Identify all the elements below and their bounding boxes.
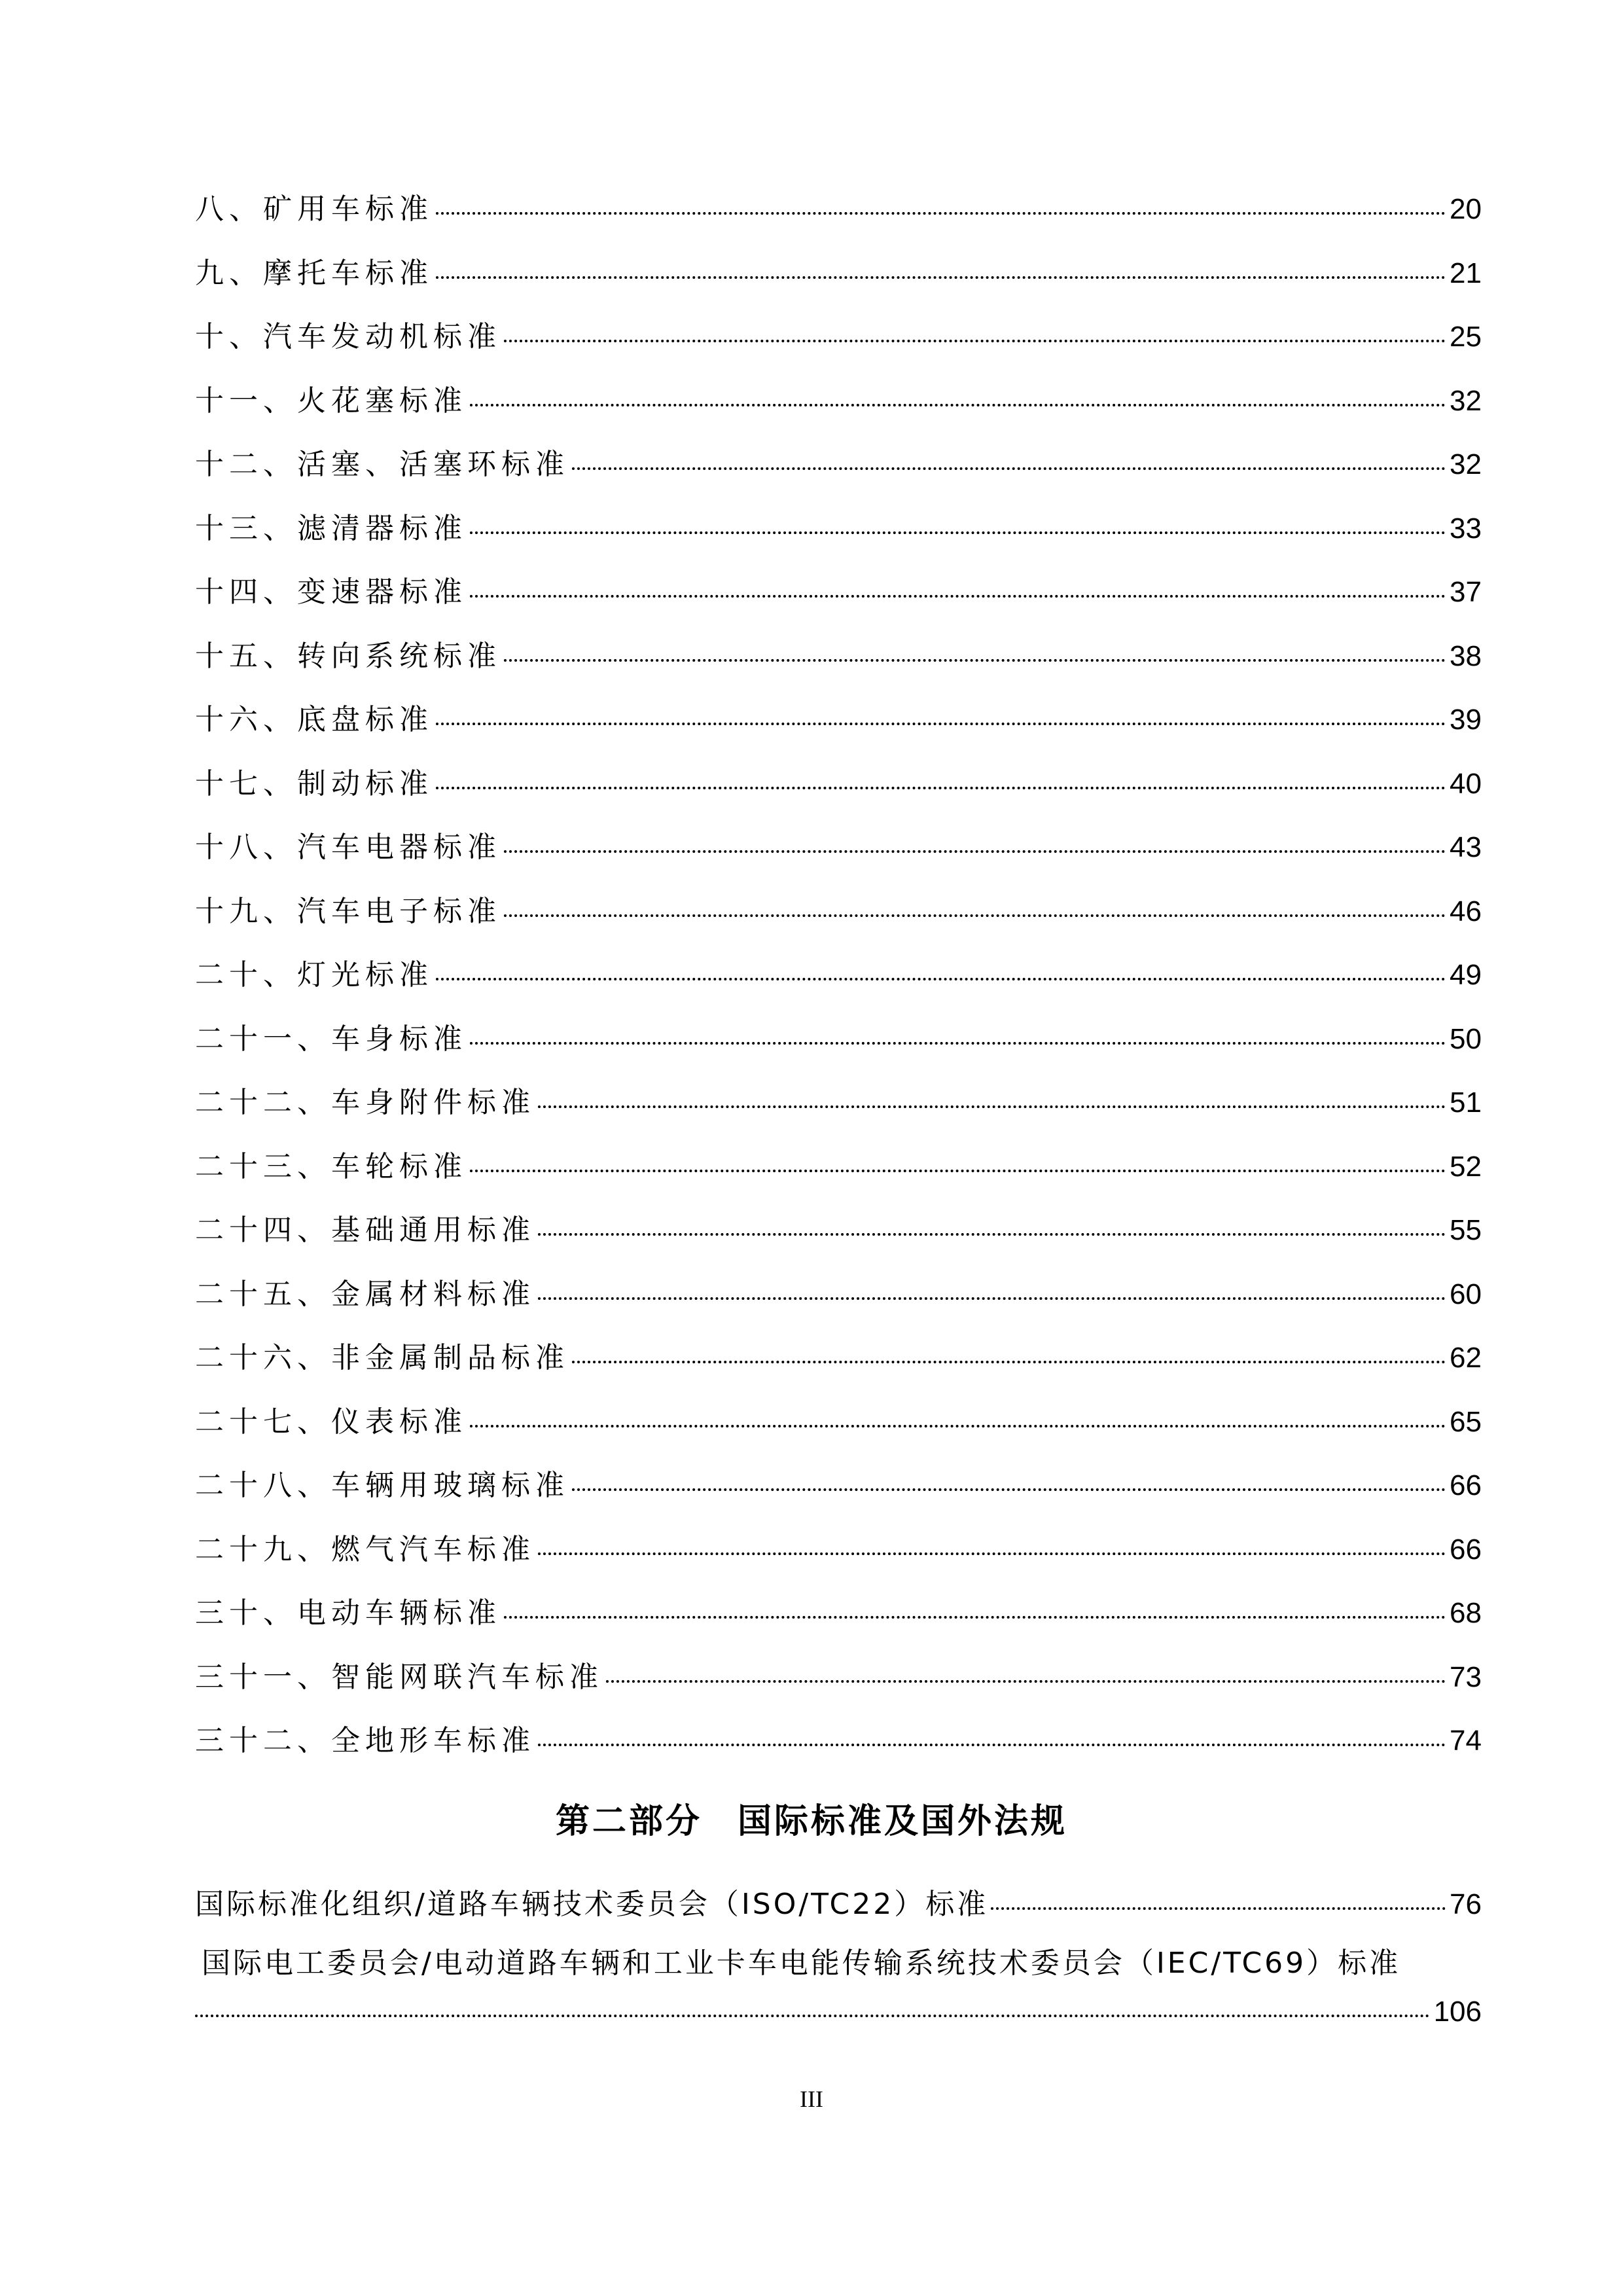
leader-dots	[572, 1361, 1446, 1363]
toc-entry-page: 60	[1450, 1278, 1482, 1310]
toc-entry-page: 37	[1450, 576, 1482, 608]
toc-entry-page: 43	[1450, 831, 1482, 863]
toc-entry[interactable]	[195, 1147, 1482, 1211]
toc-entry[interactable]	[195, 1403, 1482, 1467]
leader-dots	[504, 340, 1446, 342]
leader-dots	[436, 787, 1446, 789]
toc-entry[interactable]	[195, 700, 1482, 764]
toc-entry-page: 74	[1450, 1725, 1482, 1757]
leader-dots	[991, 1907, 1446, 1910]
toc-entry[interactable]	[195, 637, 1482, 701]
part-two-title: 国际标准及国外法规	[738, 1802, 1068, 1841]
toc-entry-title: 二十七、仪表标准	[195, 1405, 467, 1439]
toc-entry-title: 二十九、燃气汽车标准	[195, 1532, 535, 1566]
toc-entry-title: 三十一、智能网联汽车标准	[195, 1660, 603, 1694]
toc-entry-page: 51	[1450, 1086, 1482, 1119]
toc-entry-page: 32	[1450, 448, 1482, 480]
toc-entry-title: 九、摩托车标准	[195, 256, 433, 290]
part-two-heading	[0, 1793, 1623, 1842]
toc-entry-title: 十、汽车发动机标准	[195, 320, 501, 353]
toc-entry[interactable]	[195, 1721, 1482, 1785]
toc-entry-page: 73	[1450, 1660, 1482, 1693]
leader-dots	[572, 467, 1446, 470]
leader-dots	[436, 212, 1446, 215]
leader-dots	[436, 723, 1446, 725]
toc-entry-page: 66	[1450, 1469, 1482, 1501]
toc-entry-page: 68	[1450, 1597, 1482, 1629]
toc-entry-page: 55	[1450, 1214, 1482, 1246]
toc-entry-title: 十五、转向系统标准	[195, 639, 501, 673]
toc-entry-page: 65	[1450, 1405, 1482, 1438]
toc-entry-page: 62	[1450, 1342, 1482, 1374]
toc-entry[interactable]	[195, 254, 1482, 318]
leader-dots	[195, 2015, 1430, 2017]
toc-entry-page: 66	[1450, 1533, 1482, 1566]
toc-entry-iso-tc22[interactable]	[195, 1885, 1482, 1944]
toc-entry[interactable]	[195, 317, 1482, 382]
toc-entry-title: 二十六、非金属制品标准	[195, 1341, 569, 1374]
leader-dots	[504, 850, 1446, 853]
page-number-footer: III	[800, 2086, 823, 2112]
toc-entry-title: 国际标准化组织/道路车辆技术委员会（ISO/TC22）标准	[195, 1888, 989, 1921]
toc-entry-title: 国际电工委员会/电动道路车辆和工业卡车电能传输系统技术委员会（IEC/TC69）标准	[202, 1946, 1401, 1980]
toc-entry[interactable]	[195, 828, 1482, 892]
toc-entry[interactable]	[195, 1338, 1482, 1403]
toc-entry[interactable]	[195, 892, 1482, 956]
toc-entry-page: 39	[1450, 704, 1482, 736]
toc-entry[interactable]	[195, 1594, 1482, 1658]
toc-entry[interactable]	[195, 509, 1482, 573]
toc-entry-page: 50	[1450, 1022, 1482, 1055]
toc-entry-title: 十一、火花塞标准	[195, 384, 467, 418]
toc-entry-page: 52	[1450, 1150, 1482, 1183]
toc-entry-title: 二十、灯光标准	[195, 958, 433, 992]
leader-dots	[572, 1488, 1446, 1491]
toc-entry[interactable]	[195, 1211, 1482, 1275]
toc-entry-title: 八、矿用车标准	[195, 192, 433, 226]
toc-entry-title: 十九、汽车电子标准	[195, 894, 501, 928]
toc-entry-page: 21	[1450, 257, 1482, 289]
toc-entry-title: 二十五、金属材料标准	[195, 1277, 535, 1311]
toc-entry-title: 十七、制动标准	[195, 766, 433, 800]
toc-entry-page: 76	[1450, 1888, 1482, 1920]
toc-list	[195, 190, 1482, 1785]
toc-entry-page: 38	[1450, 639, 1482, 672]
toc-entry[interactable]	[195, 1275, 1482, 1339]
toc-entry-title: 十四、变速器标准	[195, 575, 467, 609]
toc-entry[interactable]	[195, 382, 1482, 446]
leader-dots	[606, 1680, 1446, 1683]
toc-entry[interactable]	[195, 1083, 1482, 1147]
toc-entry-page: 40	[1450, 767, 1482, 800]
toc-entry-page: 33	[1450, 512, 1482, 545]
leader-dots	[470, 1170, 1446, 1172]
toc-entry-title: 十六、底盘标准	[195, 703, 433, 736]
toc-entry-page: 20	[1450, 193, 1482, 225]
leader-dots	[436, 978, 1446, 980]
part-two-toc	[195, 1885, 1482, 2045]
toc-entry[interactable]	[195, 764, 1482, 829]
leader-dots	[538, 1105, 1446, 1108]
toc-entry[interactable]	[195, 573, 1482, 637]
leader-dots	[504, 659, 1446, 662]
toc-entry-title: 二十四、基础通用标准	[195, 1213, 535, 1247]
toc-entry-title: 三十二、全地形车标准	[195, 1724, 535, 1757]
toc-entry-title: 十三、滤清器标准	[195, 511, 467, 545]
toc-entry-iec-tc69[interactable]	[195, 1944, 1482, 2045]
toc-entry-page: 49	[1450, 959, 1482, 991]
leader-dots	[504, 914, 1446, 917]
toc-entry[interactable]	[195, 1466, 1482, 1530]
toc-entry[interactable]	[195, 956, 1482, 1020]
toc-entry-page: 25	[1450, 321, 1482, 353]
toc-entry[interactable]	[195, 1020, 1482, 1084]
leader-dots	[436, 276, 1446, 279]
leader-dots	[538, 1552, 1446, 1555]
leader-dots	[470, 531, 1446, 534]
toc-entry[interactable]	[195, 190, 1482, 254]
toc-entry[interactable]	[195, 445, 1482, 509]
leader-dots	[470, 404, 1446, 406]
toc-entry[interactable]	[195, 1658, 1482, 1722]
toc-entry-page: 106	[1433, 1996, 1482, 2028]
toc-entry-page: 32	[1450, 384, 1482, 417]
toc-entry-title: 二十八、车辆用玻璃标准	[195, 1469, 569, 1502]
leader-dots	[538, 1233, 1446, 1236]
part-two-label: 第二部分	[555, 1802, 702, 1841]
toc-entry-title: 二十二、车身附件标准	[195, 1086, 535, 1119]
leader-dots	[470, 1042, 1446, 1045]
toc-entry-title: 十八、汽车电器标准	[195, 831, 501, 864]
toc-entry[interactable]	[195, 1530, 1482, 1594]
leader-dots	[538, 1744, 1446, 1746]
toc-entry-title: 十二、活塞、活塞环标准	[195, 448, 569, 481]
toc-entry-page: 46	[1450, 895, 1482, 927]
leader-dots	[470, 595, 1446, 598]
leader-dots	[504, 1616, 1446, 1619]
leader-dots	[470, 1425, 1446, 1427]
toc-entry-title: 三十、电动车辆标准	[195, 1596, 501, 1630]
toc-entry-title: 二十一、车身标准	[195, 1022, 467, 1056]
leader-dots	[538, 1297, 1446, 1300]
toc-entry-title: 二十三、车轮标准	[195, 1149, 467, 1183]
